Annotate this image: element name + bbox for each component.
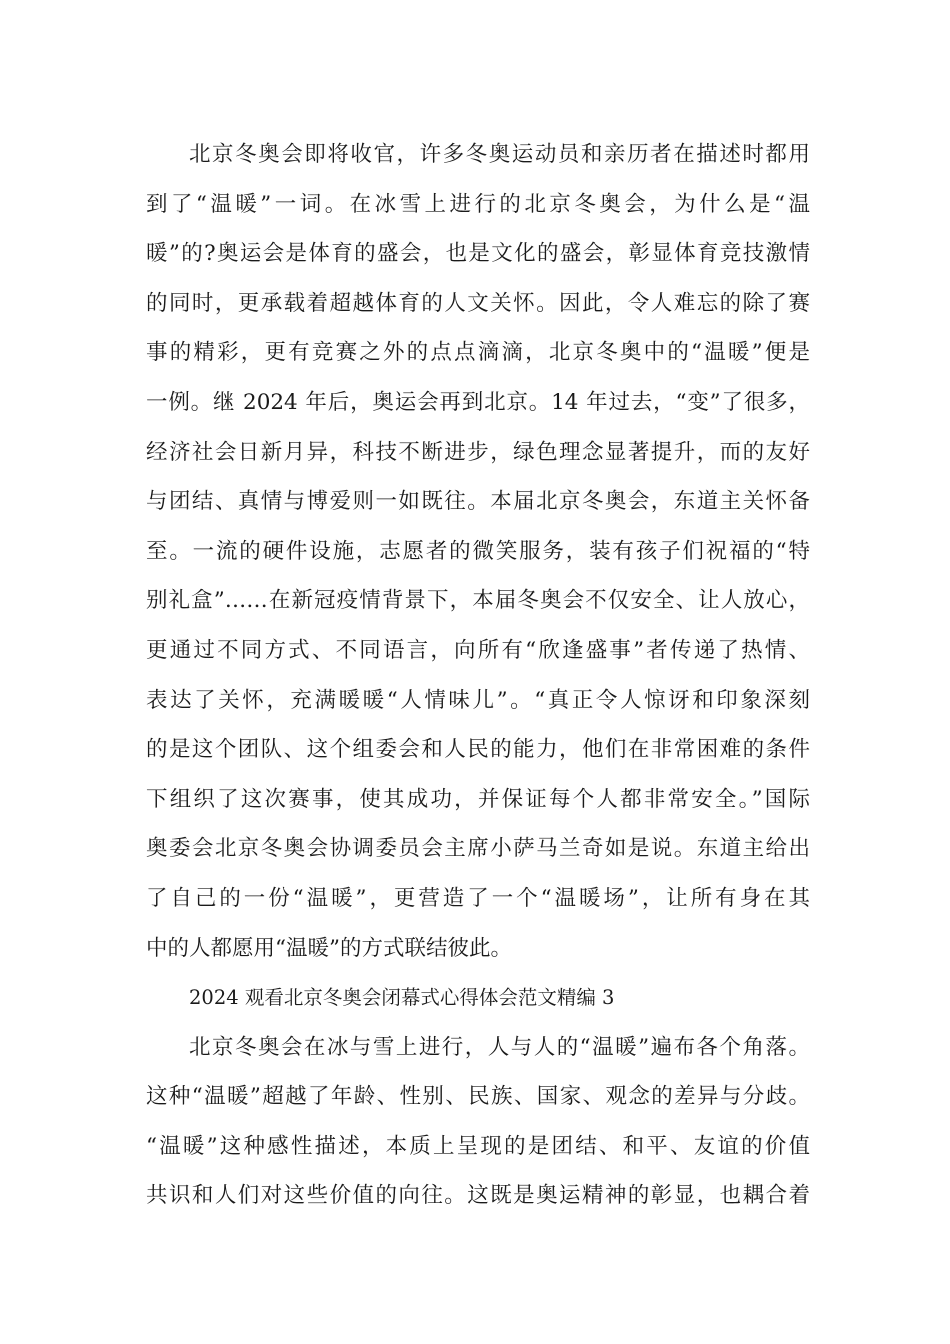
document-body [146, 130, 810, 1221]
paragraph-line: 共识和人们对这些价值的向往。这既是奥运精神的彰显，也耦合着 [146, 1183, 810, 1209]
paragraph-line: 下组织了这次赛事，使其成功，并保证每个人都非常安全。”国际 [146, 786, 810, 812]
paragraph-line: 的同时，更承载着超越体育的人文关怀。因此，令人难忘的除了赛 [146, 290, 810, 316]
paragraph-line: “温暖”这种感性描述，本质上呈现的是团结、和平、友谊的价值 [146, 1133, 810, 1159]
paragraph-line: 事的精彩，更有竞赛之外的点点滴滴，北京冬奥中的“温暖”便是 [146, 340, 810, 366]
section-heading: 2024 观看北京冬奥会闭幕式心得体会范文精编 3 [189, 986, 615, 1010]
paragraph-line: 至。一流的硬件设施，志愿者的微笑服务，装有孩子们祝福的“特 [146, 538, 810, 564]
paragraph-line: 表达了关怀，充满暖暖“人情味儿”。“真正令人惊讶和印象深刻 [146, 687, 810, 713]
paragraph-line: 经济社会日新月异，科技不断进步，绿色理念显著提升，而的友好 [146, 439, 810, 465]
paragraph-line: 北京冬奥会即将收官，许多冬奥运动员和亲历者在描述时都用 [189, 142, 810, 167]
paragraph-2 [146, 1023, 810, 1221]
paragraph-line: 了自己的一份“温暖”，更营造了一个“温暖场”，让所有身在其 [146, 885, 810, 911]
paragraph-line: 与团结、真情与博爱则一如既往。本届北京冬奥会，东道主关怀备 [146, 489, 810, 515]
paragraph-line: 中的人都愿用“温暖”的方式联结彼此。 [146, 935, 512, 961]
paragraph-line: 到了“温暖”一词。在冰雪上进行的北京冬奥会，为什么是“温 [146, 191, 810, 217]
paragraph-line: 别礼盒”……在新冠疫情背景下，本届冬奥会不仅安全、让人放心， [146, 588, 810, 614]
paragraph-1 [146, 130, 810, 973]
paragraph-line: 更通过不同方式、不同语言，向所有“欣逢盛事”者传递了热情、 [146, 637, 810, 663]
paragraph-line: 一例。继 2024 年后，奥运会再到北京。14 年过去，“变”了很多， [146, 389, 810, 415]
paragraph-line: 北京冬奥会在冰与雪上进行，人与人的“温暖”遍布各个角落。 [189, 1034, 810, 1060]
paragraph-line: 奥委会北京冬奥会协调委员会主席小萨马兰奇如是说。东道主给出 [146, 836, 810, 862]
paragraph-line: 这种“温暖”超越了年龄、性别、民族、国家、观念的差异与分歧。 [146, 1084, 810, 1110]
paragraph-line: 暖”的?奥运会是体育的盛会，也是文化的盛会，彰显体育竞技激情 [146, 241, 810, 267]
paragraph-line: 的是这个团队、这个组委会和人民的能力，他们在非常困难的条件 [146, 737, 810, 763]
